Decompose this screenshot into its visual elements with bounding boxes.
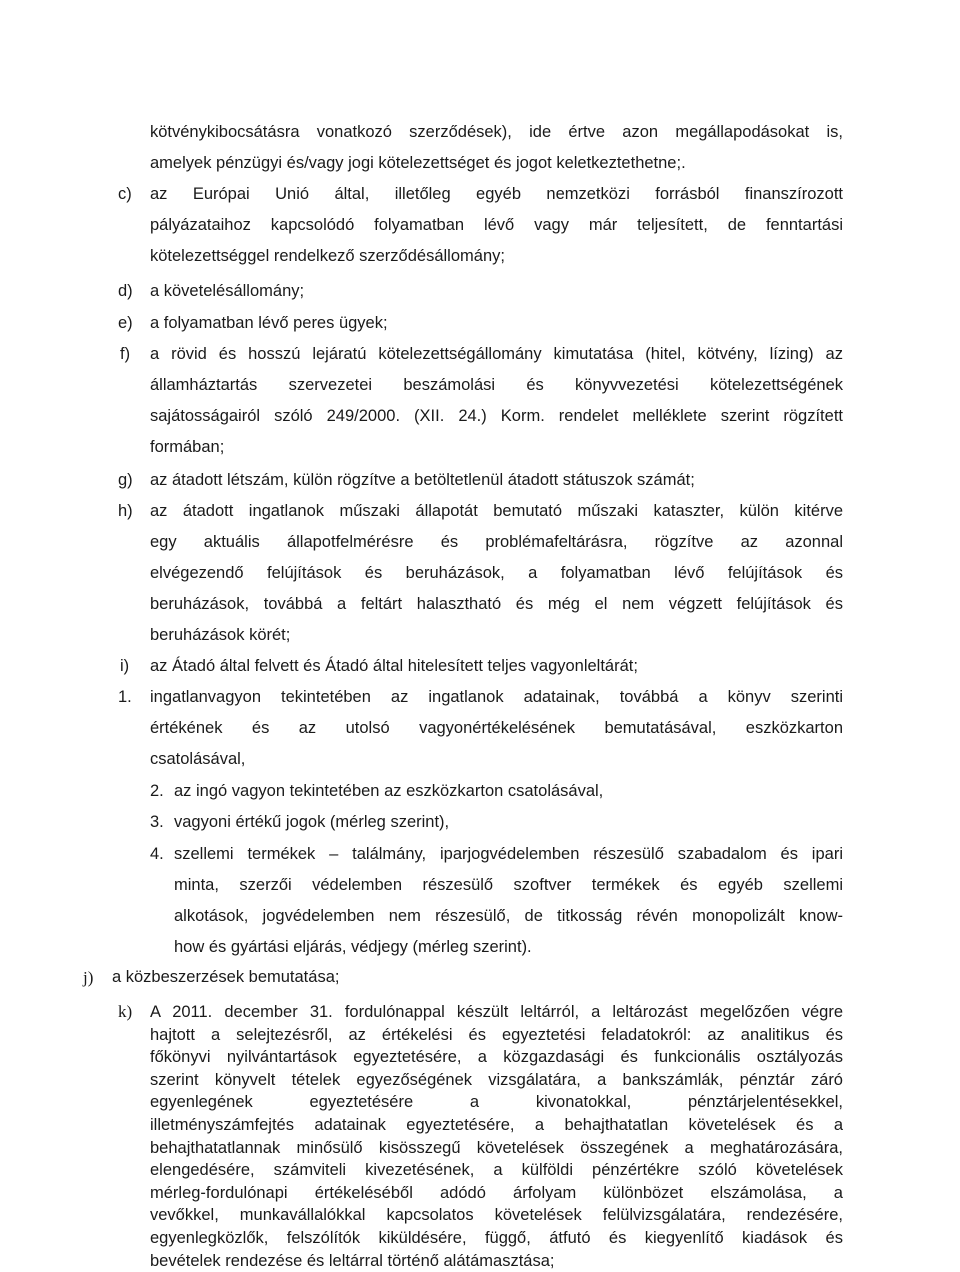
numbered-label-3: 3. (150, 813, 164, 831)
item-k-line: mérleg-fordulónapi értékeléséből adódó árfolyam különbözet elszámolása, a (150, 1183, 843, 1202)
numbered-item-4 (174, 839, 843, 963)
item-c-line: kötelezettséggel rendelkező szerződésállomány; (150, 247, 505, 265)
item-label-c: c) (118, 185, 132, 203)
numbered-4-line: szellemi termékek – találmány, iparjogvédelemben részesülő szabadalom és ipari (174, 845, 843, 863)
item-g-line: az átadott létszám, külön rögzítve a betöltetlenül átadott státuszok számát; (150, 471, 695, 489)
numbered-label-2: 2. (150, 782, 164, 800)
item-c-line: az Európai Unió által, illetőleg egyéb nemzetközi forrásból finanszírozott (150, 185, 843, 203)
item-h-line: beruházások, továbbá a feltárt halasztható és még el nem végzett felújítások és (150, 595, 843, 613)
item-j-line: a közbeszerzések bemutatása; (112, 968, 340, 986)
item-label-d: d) (118, 282, 133, 300)
item-d (150, 276, 843, 307)
item-d-line: a követelésállomány; (150, 282, 305, 300)
item-k-line: bevételek rendezése és leltárral történő alátámasztása; (150, 1251, 555, 1270)
item-f (150, 339, 843, 463)
item-k-line: szerint könyvelt tételek egyezőségének vizsgálatára, a bankszámlák, pénztár záró (150, 1070, 843, 1089)
item-label-h: h) (118, 502, 133, 520)
item-g (150, 465, 843, 496)
item-j (112, 962, 843, 993)
item-h-line: beruházások körét; (150, 626, 291, 644)
item-c (150, 179, 843, 272)
item-k-line: elengedésére, számviteli kivezetésének, a külföldi pénzértékre szóló követelések (150, 1161, 843, 1180)
item-k (150, 1001, 843, 1272)
item-h-line: elvégezendő felújítások és beruházások, a folyamatban lévő felújítások és (150, 564, 843, 582)
item-h-line: az átadott ingatlanok műszaki állapotát bemutató műszaki kataszter, külön kitérve (150, 502, 843, 520)
numbered-2-line: az ingó vagyon tekintetében az eszközkarton csatolásával, (174, 782, 604, 800)
item-e (150, 308, 843, 339)
numbered-item-2 (174, 776, 843, 807)
item-k-line: egyenlegközlők, felszólítók kiküldésére, függő, átfutó és kiegyenlítő kiadások és (150, 1228, 843, 1247)
item-label-i: i) (120, 657, 130, 675)
item-f-line: formában; (150, 438, 225, 456)
intro-line: kötvénykibocsátásra vonatkozó szerződések), ide értve azon megállapodásokat is, (150, 123, 843, 141)
item-label-f: f) (120, 345, 131, 363)
item-k-line: A 2011. december 31. fordulónappal készült leltárról, a leltározást megelőzően végre (150, 1003, 843, 1021)
item-k-line: főkönyvi nyilvántartások egyeztetésére, a közgazdasági és funkcionális osztályozás (150, 1048, 843, 1067)
numbered-3-line: vagyoni értékű jogok (mérleg szerint), (174, 813, 450, 831)
item-k-line: vevőkkel, munkavállalókkal kapcsolatos követelések felülvizsgálatára, rendezésére, (150, 1206, 843, 1225)
intro-line: amelyek pénzügyi és/vagy jogi kötelezettséget és jogot keletkeztethetne;. (150, 154, 686, 172)
item-label-j: j) (83, 968, 94, 987)
item-label-e: e) (118, 314, 133, 332)
item-k-line: hajtott a selejtezésről, az értékelési és egyeztetési feladatokról: az analitikus és (150, 1025, 843, 1044)
numbered-1-line: értékének és az utolsó vagyonértékelésének bemutatásával, eszközkarton (150, 719, 843, 737)
item-k-line: illetményszámfejtés adatainak egyeztetésére, a behajthatatlan követelések és a (150, 1115, 843, 1134)
item-c-line: pályázataihoz kapcsolódó folyamatban lévő vagy már teljesített, de fenntartási (150, 216, 843, 234)
item-label-g: g) (118, 471, 133, 489)
item-i (150, 651, 843, 682)
numbered-item-3 (174, 807, 843, 838)
numbered-4-line: minta, szerzői védelemben részesülő szoftver termékek és egyéb szellemi (174, 876, 843, 894)
item-e-line: a folyamatban lévő peres ügyek; (150, 314, 388, 332)
item-f-line: a rövid és hosszú lejáratú kötelezettségállomány kimutatása (hitel, kötvény, lízing) az (150, 345, 843, 363)
item-h-line: egy aktuális állapotfelmérésre és problémafeltárásra, rögzítve az azonnal (150, 533, 843, 551)
numbered-label-4: 4. (150, 845, 164, 863)
item-i-line: az Átadó által felvett és Átadó által hitelesített teljes vagyonleltárát; (150, 657, 638, 675)
numbered-1-line: ingatlanvagyon tekintetében az ingatlanok adatainak, továbbá a könyv szerinti (150, 688, 843, 706)
item-label-k: k) (118, 1002, 133, 1021)
item-f-line: államháztartás szervezetei beszámolási és könyvvezetési kötelezettségének (150, 376, 843, 394)
numbered-1-line: csatolásával, (150, 750, 246, 768)
item-k-line: egyenlegének egyeztetésére a kivonatokkal, pénztárjelentésekkel, (150, 1093, 843, 1112)
numbered-4-line: alkotások, jogvédelemben nem részesülő, de titkosság révén monopolizált know- (174, 907, 843, 925)
item-f-line: sajátosságairól szóló 249/2000. (XII. 24.) Korm. rendelet melléklete szerint rögzített (150, 407, 843, 425)
intro-paragraph (150, 117, 843, 179)
numbered-4-line: how és gyártási eljárás, védjegy (mérleg szerint). (174, 938, 532, 956)
numbered-item-1 (150, 682, 843, 775)
numbered-label-1: 1. (118, 688, 132, 706)
item-k-line: behajthatatlannak minősülő kisösszegű követelések összegének a meghatározására, (150, 1138, 843, 1157)
item-h (150, 496, 843, 651)
